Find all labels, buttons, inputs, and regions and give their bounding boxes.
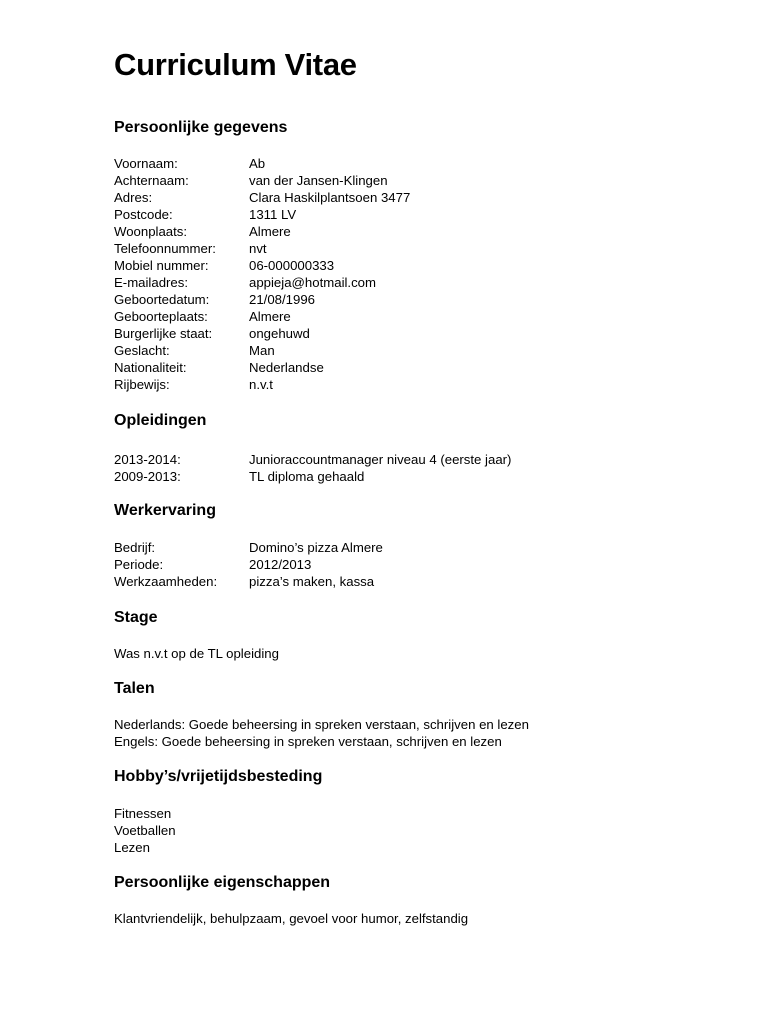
language-line: Engels: Goede beheersing in spreken verstaan, schrijven en lezen (114, 734, 502, 749)
detail-label: Mobiel nummer: (114, 258, 209, 273)
section-heading-work-experience: Werkervaring (114, 502, 216, 519)
detail-label: Achternaam: (114, 173, 189, 188)
page-title: Curriculum Vitae (114, 47, 357, 82)
detail-value: appieja@hotmail.com (249, 275, 377, 290)
detail-row-nationality (114, 359, 714, 376)
detail-row-postcode (114, 206, 714, 223)
languages-list (114, 716, 714, 750)
education-period: 2009-2013: (114, 469, 181, 484)
detail-row-gender (114, 342, 714, 359)
detail-row-phone (114, 240, 714, 257)
detail-label: Postcode: (114, 207, 173, 222)
detail-value: nvt (249, 241, 267, 256)
language-line: Nederlands: Goede beheersing in spreken verstaan, schrijven en lezen (114, 717, 529, 732)
education-description: Junioraccountmanager niveau 4 (eerste jaar) (249, 452, 512, 467)
detail-row-birthdate (114, 291, 714, 308)
work-value: Domino’s pizza Almere (249, 540, 383, 555)
personal-details-list (114, 155, 714, 393)
traits-line: Klantvriendelijk, behulpzaam, gevoel voor humor, zelfstandig (114, 911, 469, 926)
work-row-company (114, 539, 714, 556)
hobby-line: Fitnessen (114, 806, 172, 821)
detail-label: Geboorteplaats: (114, 309, 208, 324)
detail-row-drivers-license (114, 376, 714, 393)
section-heading-education: Opleidingen (114, 412, 207, 429)
detail-value: n.v.t (249, 377, 273, 392)
work-label: Werkzaamheden: (114, 574, 218, 589)
education-period: 2013-2014: (114, 452, 181, 467)
detail-label: Geslacht: (114, 343, 170, 358)
detail-row-email (114, 274, 714, 291)
detail-value: van der Jansen-Klingen (249, 173, 388, 188)
detail-value: Man (249, 343, 275, 358)
detail-value: 1311 LV (249, 207, 297, 222)
detail-label: Burgerlijke staat: (114, 326, 213, 341)
detail-value: Clara Haskilplantsoen 3477 (249, 190, 411, 205)
work-label: Periode: (114, 557, 164, 572)
work-value: pizza’s maken, kassa (249, 574, 375, 589)
section-heading-hobbies: Hobby’s/vrijetijdsbesteding (114, 768, 323, 785)
section-heading-personal-traits: Persoonlijke eigenschappen (114, 874, 331, 891)
work-experience-list (114, 539, 714, 590)
work-row-tasks (114, 573, 714, 590)
detail-row-address (114, 189, 714, 206)
detail-value: 06-000000333 (249, 258, 335, 273)
detail-value: Almere (249, 224, 291, 239)
detail-label: Geboortedatum: (114, 292, 210, 307)
detail-value: 21/08/1996 (249, 292, 316, 307)
detail-label: Telefoonnummer: (114, 241, 216, 256)
section-heading-languages: Talen (114, 680, 155, 697)
detail-value: Nederlandse (249, 360, 324, 375)
detail-row-mobile (114, 257, 714, 274)
section-heading-internship: Stage (114, 609, 158, 626)
work-value: 2012/2013 (249, 557, 312, 572)
work-row-period (114, 556, 714, 573)
internship-line: Was n.v.t op de TL opleiding (114, 646, 279, 661)
detail-row-marital-status (114, 325, 714, 342)
education-row (114, 451, 714, 468)
detail-value: Ab (249, 156, 266, 171)
detail-row-city (114, 223, 714, 240)
detail-value: Almere (249, 309, 291, 324)
detail-value: ongehuwd (249, 326, 310, 341)
detail-row-last-name (114, 172, 714, 189)
education-description: TL diploma gehaald (249, 469, 365, 484)
work-label: Bedrijf: (114, 540, 156, 555)
detail-row-first-name (114, 155, 714, 172)
detail-label: Voornaam: (114, 156, 178, 171)
traits-text (114, 910, 714, 927)
education-list (114, 451, 714, 485)
detail-label: Adres: (114, 190, 153, 205)
hobby-line: Voetballen (114, 823, 176, 838)
detail-label: Woonplaats: (114, 224, 188, 239)
detail-row-birthplace (114, 308, 714, 325)
internship-text (114, 645, 714, 662)
detail-label: Nationaliteit: (114, 360, 187, 375)
hobbies-list (114, 805, 714, 856)
detail-label: Rijbewijs: (114, 377, 170, 392)
detail-label: E-mailadres: (114, 275, 189, 290)
section-heading-personal: Persoonlijke gegevens (114, 119, 288, 136)
hobby-line: Lezen (114, 840, 150, 855)
education-row (114, 468, 714, 485)
